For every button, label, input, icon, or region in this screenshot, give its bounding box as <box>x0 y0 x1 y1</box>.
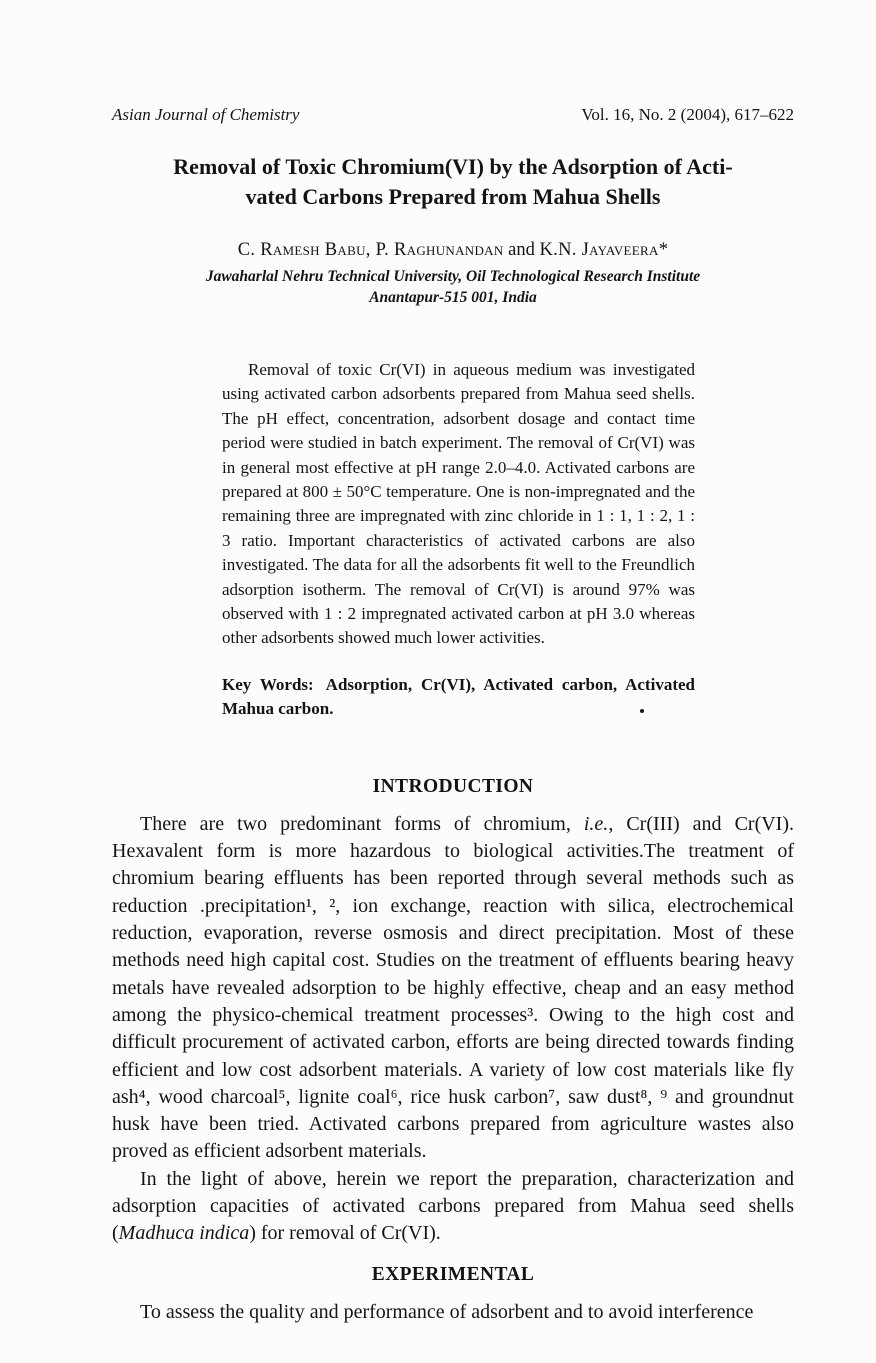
experimental-heading: EXPERIMENTAL <box>371 1263 535 1285</box>
intro-p2-text-b: ) for removal of Cr(VI). <box>249 1222 441 1245</box>
keywords-label: Key Words: <box>222 674 314 694</box>
article-title-line2: vated Carbons Prepared from Mahua Shells <box>245 184 661 209</box>
author-names-first: C. Ramesh Babu, P. Raghunandan <box>237 240 504 260</box>
author-names-last: K.N. Jayaveera* <box>539 240 669 260</box>
introduction-paragraph-2 <box>112 1166 794 1248</box>
article-title <box>112 152 794 212</box>
affiliation <box>112 266 794 308</box>
experimental-paragraph-1: To assess the quality and performance of adsorbent and to avoid interference <box>140 1300 754 1323</box>
scan-artifact-dot <box>640 709 644 713</box>
intro-p1-text-b: , Cr(III) and Cr(VI). Hexavalent form is more hazardous to biological activities.The treatment of chromium bearing effluents has been reported through several methods such as reduction .precipitation¹, ², ion exchange, reaction with silica, electrochemical reduction, evaporation, reverse osmosis and direct precipitation. Most of these methods need high capital cost. Studies on the treatment of effluents bearing heavy metals have revealed adsorption to be highly effective, cheap and an easy method among the physico-chemical treatment processes³. Owing to the high cost and difficult procurement of activated carbon, efforts are being directed towards finding efficient and low cost adsorbent materials. A variety of low cost materials like fly ash⁴, wood charcoal⁵, lignite coal⁶, rice husk carbon⁷, saw dust⁸, ⁹ and groundnut husk have been tried. Activated carbons prepared from agriculture wastes also proved as efficient adsorbent materials. <box>112 812 795 1163</box>
keywords-text: Adsorption, Cr(VI), Activated carbon, Activated Mahua carbon. <box>222 674 695 719</box>
keywords-block <box>222 673 695 722</box>
journal-name: Asian Journal of Chemistry <box>112 105 300 124</box>
article-title-line1: Removal of Toxic Chromium(VI) by the Adsorption of Acti- <box>173 154 733 179</box>
introduction-heading: INTRODUCTION <box>372 775 534 797</box>
abstract-text: Removal of toxic Cr(VI) in aqueous medium was investigated using activated carbon adsorbents prepared from Mahua seed shells. The pH effect, concentration, adsorbent dosage and contact time period were studied in batch experiment. The removal of Cr(VI) was in general most effective at pH range 2.0–4.0. Activated carbons are prepared at 800 ± 50°C temperature. One is non-impregnated and the remaining three are impregnated with zinc chloride in 1 : 1, 1 : 2, 1 : 3 ratio. Important characteristics of activated carbons are also investigated. The data for all the adsorbents fit well to the Freundlich adsorption isotherm. The removal of Cr(VI) is around 97% was observed with 1 : 2 impregnated activated carbon at pH 3.0 whereas other adsorbents showed much lower activities. <box>222 360 695 648</box>
intro-p1-text-a: There are two predominant forms of chromium, <box>140 812 584 835</box>
intro-p2-species-name: Madhuca indica <box>118 1222 250 1245</box>
issue-info: Vol. 16, No. 2 (2004), 617–622 <box>581 105 794 124</box>
affiliation-line1: Jawaharlal Nehru Technical University, Oil Technological Research Institute <box>205 268 701 285</box>
intro-p1-ie-abbrev: i.e. <box>583 812 609 835</box>
affiliation-line2: Anantapur-515 001, India <box>369 289 537 306</box>
authors-conjunction: and <box>503 240 540 260</box>
running-head <box>112 104 794 125</box>
intro-p2-text-a: In the light of above, herein we report the preparation, characterization and adsorption capacities of activated carbons prepared from Mahua seed shells ( <box>112 1167 794 1245</box>
authors-line <box>112 238 794 262</box>
introduction-paragraph-1 <box>112 811 794 1166</box>
